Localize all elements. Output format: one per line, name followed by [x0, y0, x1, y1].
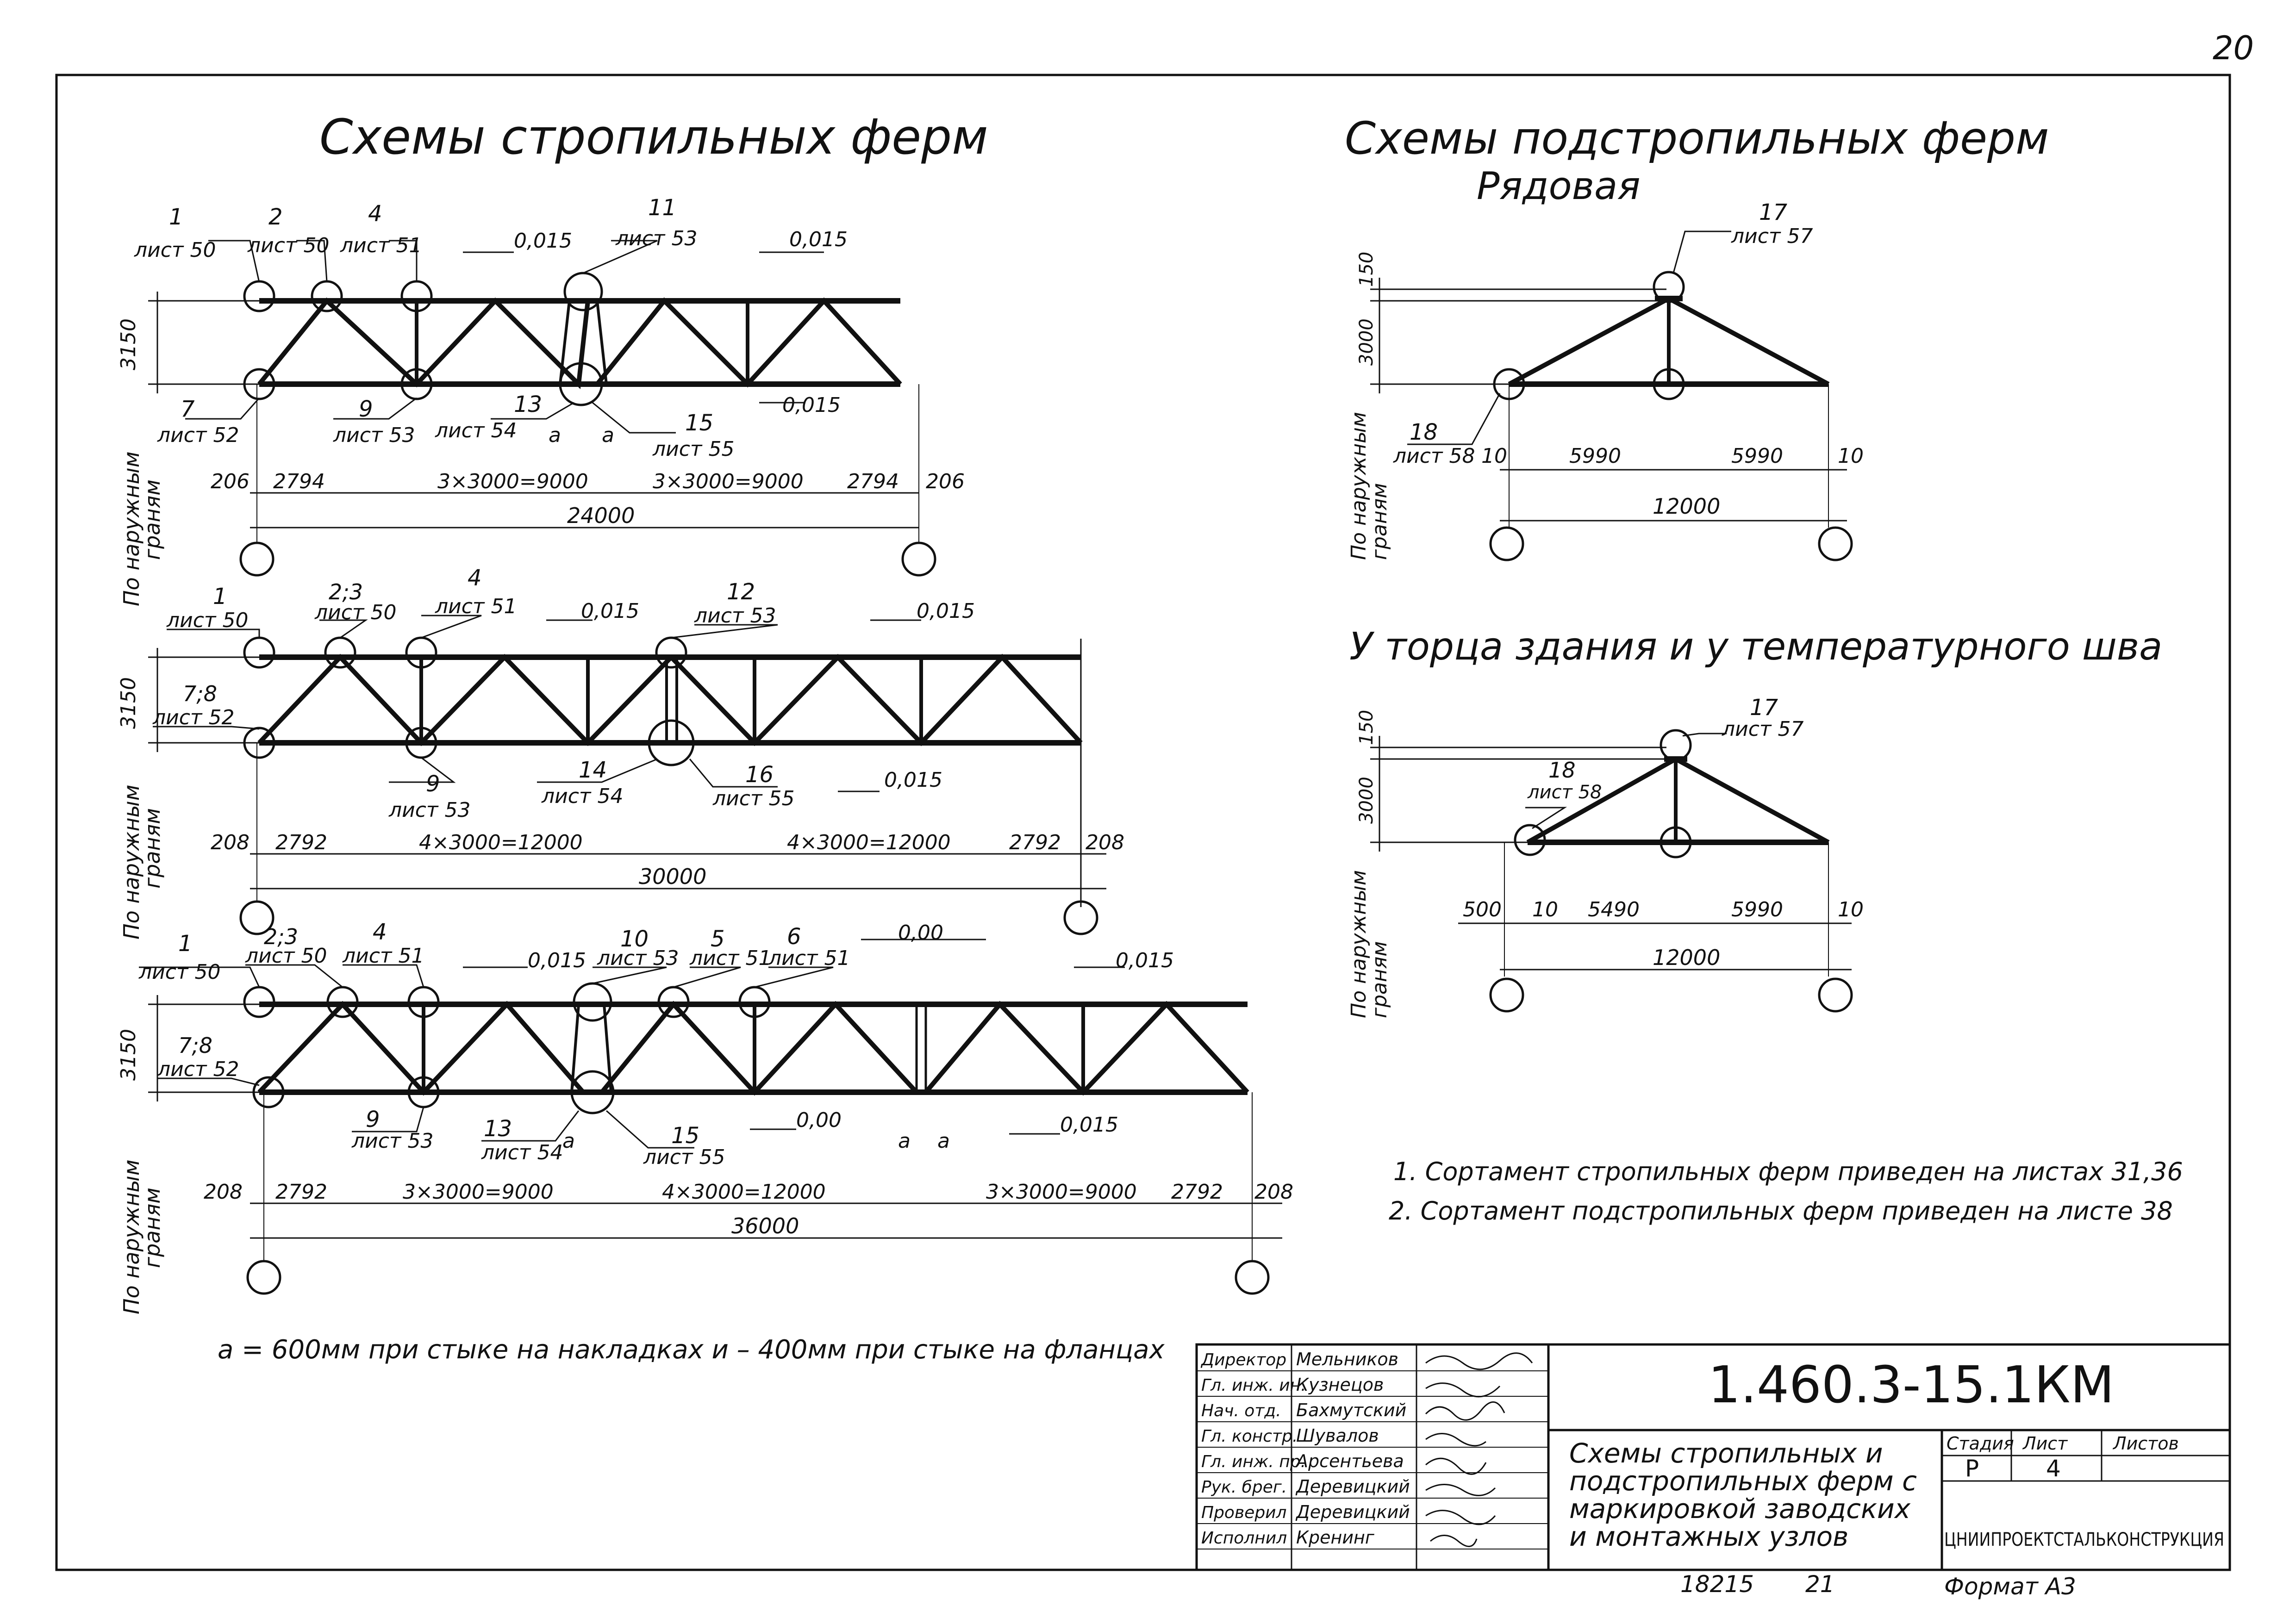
tb-name-3: Бахмутский	[1296, 1400, 1407, 1420]
row-outer-faces-b: граням	[1368, 483, 1391, 560]
slope-36-left: 0,015	[528, 949, 586, 972]
sheet-ref-30-16: лист 55	[713, 787, 795, 810]
end-dim-10b: 10	[1838, 898, 1864, 921]
sheet-ref-36-1: лист 50	[139, 960, 221, 984]
sheet-ref-24-2: лист 50	[248, 234, 330, 257]
dim-24-2794b: 2794	[847, 470, 899, 493]
outer-faces-24-b: граням	[140, 479, 165, 560]
end-outer-faces-a: По наружным	[1347, 870, 1371, 1018]
sheet-ref-24-4: лист 51	[340, 234, 422, 257]
dim-36-9000b: 3×3000=9000	[986, 1180, 1137, 1204]
node-36-5: 5	[711, 926, 725, 952]
dim-30-208a: 208	[211, 831, 250, 854]
row-node-17: 17	[1759, 199, 1788, 225]
end-dim-500: 500	[1463, 898, 1502, 921]
slope-36-right: 0,015	[1116, 949, 1174, 972]
truss-30000	[148, 616, 1106, 934]
end-h3000: 3000	[1356, 777, 1377, 824]
sheet-ref-24-15: лист 55	[653, 437, 735, 461]
note-1: 1. Сортамент стропильных ферм приведен на листах 31,36	[1393, 1157, 2183, 1186]
end-dim-5990: 5990	[1731, 898, 1783, 921]
truss-footnote: a = 600мм при стыке на накладках и – 400мм при стыке на фланцах	[218, 1335, 1165, 1365]
row-subtruss	[1370, 231, 1852, 560]
end-h150: 150	[1356, 709, 1377, 745]
row-dim-10a: 10	[1481, 444, 1507, 468]
row-dim-10b: 10	[1838, 444, 1864, 468]
tb-name-4: Шувалов	[1296, 1425, 1379, 1446]
slope-36-mid: 0,00	[898, 921, 943, 945]
tb-description-1: Схемы стропильных и	[1569, 1437, 1883, 1469]
tb-description-2: подстропильных ферм с	[1569, 1465, 1917, 1497]
node-36-6: 6	[787, 924, 801, 950]
node-36-78: 7;8	[178, 1033, 213, 1058]
outer-faces-36-b: граням	[140, 1187, 165, 1268]
end-outer-faces-b: граням	[1368, 941, 1391, 1018]
node-36-4: 4	[373, 919, 387, 945]
tb-role-7: Проверил	[1201, 1503, 1287, 1522]
sheet-ref-30-14: лист 54	[542, 784, 624, 808]
sheet-ref-30-78: лист 52	[153, 706, 235, 729]
slope-36-bottom-right: 0,015	[1060, 1113, 1118, 1137]
row-h150: 150	[1356, 251, 1377, 287]
node-30-14: 14	[579, 757, 607, 783]
sheet-ref-24-13: лист 54	[435, 419, 517, 442]
tb-name-5: Арсентьева	[1296, 1451, 1404, 1471]
sheet-ref-36-6: лист 51	[768, 946, 850, 970]
dim-24-206a: 206	[211, 470, 250, 493]
end-node-17: 17	[1750, 695, 1778, 721]
node-36-13: 13	[484, 1116, 512, 1142]
dim-30-2792b: 2792	[1009, 831, 1061, 854]
tb-role-6: Рук. брег.	[1201, 1478, 1287, 1497]
row-outer-faces-a: По наружным	[1347, 411, 1371, 560]
node-30-4: 4	[468, 565, 482, 591]
outer-faces-30-b: граням	[140, 808, 165, 889]
slope-30-right: 0,015	[917, 599, 975, 623]
tb-role-4: Гл. констр.	[1201, 1427, 1298, 1446]
dim-30-12000a: 4×3000=12000	[419, 831, 583, 854]
dim-36-12000: 4×3000=12000	[662, 1180, 826, 1204]
dim-30-total: 30000	[639, 864, 707, 889]
tb-name-1: Мельников	[1296, 1349, 1398, 1369]
node-36-9: 9	[366, 1107, 380, 1132]
sheet-ref-30-1: лист 50	[167, 609, 249, 632]
sheet-ref-36-15: лист 55	[643, 1145, 725, 1169]
node-36-15: 15	[671, 1123, 700, 1149]
truss-schemes-title: Схемы стропильных ферм	[319, 109, 988, 165]
outer-faces-30-a: По наружным	[119, 784, 144, 940]
tb-document-code: 1.460.3-15.1КМ	[1708, 1355, 2115, 1414]
end-dim-total: 12000	[1653, 945, 1721, 970]
node-30-23: 2;3	[329, 579, 363, 604]
copy-number: 21	[1805, 1571, 1835, 1598]
slope-24-right: 0,015	[789, 228, 848, 251]
tb-name-2: Кузнецов	[1296, 1375, 1384, 1395]
outer-faces-24-a: По наружным	[119, 451, 144, 606]
subtruss-schemes-title: Схемы подстропильных ферм	[1345, 112, 2049, 164]
tb-name-8: Кренинг	[1296, 1527, 1374, 1548]
sheet-ref-30-4: лист 51	[435, 595, 517, 618]
end-node-18: 18	[1548, 758, 1576, 783]
row-sheet-ref-17: лист 57	[1731, 224, 1813, 248]
slope-30-bottom: 0,015	[884, 768, 942, 792]
tb-role-1: Директор	[1201, 1350, 1287, 1369]
row-sheet-ref-18: лист 58	[1393, 444, 1475, 468]
height-30: 3150	[117, 677, 140, 729]
sheet-ref-30-12: лист 53	[694, 604, 776, 628]
dim-24-206b: 206	[926, 470, 965, 493]
a-24-left: a	[549, 423, 561, 447]
row-dim-5990a: 5990	[1569, 444, 1621, 468]
page-corner-number: 20	[2213, 29, 2254, 67]
dim-36-2792b: 2792	[1171, 1180, 1223, 1204]
a-36-3: a	[937, 1129, 950, 1153]
node-30-78: 7;8	[183, 681, 218, 706]
tb-sheet: 4	[2046, 1455, 2061, 1482]
sheet-ref-24-7: лист 52	[157, 423, 239, 447]
dim-36-208b: 208	[1254, 1180, 1293, 1204]
node-24-7: 7	[181, 396, 195, 422]
node-30-9: 9	[426, 771, 440, 797]
sheet-ref-36-23: лист 50	[245, 944, 327, 968]
tb-sheet-header: Лист	[2023, 1433, 2068, 1454]
tb-role-8: Исполнил	[1201, 1529, 1287, 1548]
node-24-9: 9	[359, 396, 373, 422]
height-36: 3150	[117, 1029, 140, 1081]
a-24-right: a	[602, 423, 614, 447]
sheet-ref-30-9: лист 53	[389, 798, 471, 822]
dim-30-2792a: 2792	[275, 831, 327, 854]
row-subtruss-title: Рядовая	[1477, 164, 1641, 208]
sheet-ref-24-11: лист 53	[616, 227, 698, 250]
node-24-2: 2	[268, 204, 283, 230]
node-24-1: 1	[169, 204, 183, 230]
node-24-15: 15	[685, 410, 714, 436]
row-dim-5990b: 5990	[1731, 444, 1783, 468]
note-2: 2. Сортамент подстропильных ферм приведен на листе 38	[1389, 1196, 2173, 1226]
tb-name-7: Деревицкий	[1296, 1502, 1410, 1522]
node-36-10: 10	[620, 926, 649, 952]
tb-stage: Р	[1965, 1455, 1979, 1482]
sheet-ref-36-4: лист 51	[343, 944, 424, 968]
tb-sheets-header: Листов	[2113, 1433, 2179, 1454]
node-36-1: 1	[178, 931, 193, 957]
sheet-ref-36-78: лист 52	[157, 1058, 239, 1081]
sheet-ref-36-10: лист 53	[597, 946, 679, 970]
node-24-13: 13	[514, 392, 543, 417]
end-sheet-ref-17: лист 57	[1722, 717, 1804, 741]
tb-organization: ЦНИИПРОЕКТСТАЛЬКОНСТРУКЦИЯ	[1944, 1529, 2224, 1550]
row-h3000: 3000	[1356, 318, 1377, 366]
sheet-ref-36-5: лист 51	[690, 946, 772, 970]
sheet-ref-30-23: лист 50	[315, 601, 397, 624]
inventory-number: 18215	[1680, 1571, 1754, 1598]
dim-36-2792a: 2792	[275, 1180, 327, 1204]
row-node-18: 18	[1410, 419, 1438, 445]
node-36-23: 2;3	[264, 924, 299, 949]
slope-24-left: 0,015	[514, 229, 572, 253]
a-36-2: a	[898, 1129, 911, 1153]
end-subtruss	[1370, 730, 1852, 1011]
end-subtruss-title: У торца здания и у температурного шва	[1349, 625, 2163, 669]
node-30-1: 1	[213, 584, 227, 610]
tb-description-4: и монтажных узлов	[1569, 1521, 1849, 1552]
tb-name-6: Деревицкий	[1296, 1476, 1410, 1497]
outer-faces-36-a: По наружным	[119, 1159, 144, 1314]
node-30-12: 12	[727, 579, 755, 605]
paper-format: Формат А3	[1944, 1573, 2076, 1600]
slope-24-bottom: 0,015	[782, 393, 841, 417]
sheet-ref-24-1: лист 50	[134, 238, 216, 262]
dim-30-12000b: 4×3000=12000	[787, 831, 951, 854]
a-36-1: a	[562, 1129, 575, 1153]
node-30-16: 16	[745, 762, 774, 788]
tb-role-3: Нач. отд.	[1201, 1401, 1281, 1420]
end-dim-10a: 10	[1532, 898, 1558, 921]
height-24: 3150	[117, 318, 140, 370]
tb-role-2: Гл. инж. ин.	[1201, 1376, 1306, 1395]
dim-30-208b: 208	[1086, 831, 1124, 854]
dim-24-9000a: 3×3000=9000	[437, 470, 588, 493]
node-24-11: 11	[648, 195, 677, 221]
end-sheet-ref-18: лист 58	[1528, 782, 1602, 803]
dim-24-2794a: 2794	[273, 470, 325, 493]
row-dim-total: 12000	[1653, 494, 1721, 519]
slope-30-left: 0,015	[581, 599, 639, 623]
end-dim-5490: 5490	[1588, 898, 1640, 921]
tb-description-3: маркировкой заводских	[1569, 1493, 1911, 1524]
dim-36-total: 36000	[731, 1213, 799, 1238]
tb-stage-header: Стадия	[1947, 1433, 2014, 1454]
dim-24-total: 24000	[567, 503, 635, 528]
node-24-4: 4	[368, 201, 382, 227]
sheet-ref-24-9: лист 53	[333, 423, 415, 447]
slope-36-bottom-mid: 0,00	[796, 1108, 842, 1132]
sheet-ref-36-13: лист 54	[481, 1141, 563, 1164]
dim-24-9000b: 3×3000=9000	[653, 470, 804, 493]
dim-36-9000a: 3×3000=9000	[403, 1180, 554, 1204]
tb-role-5: Гл. инж. пр.	[1201, 1452, 1306, 1471]
sheet-ref-36-9: лист 53	[352, 1129, 434, 1153]
dim-36-208a: 208	[204, 1180, 243, 1204]
